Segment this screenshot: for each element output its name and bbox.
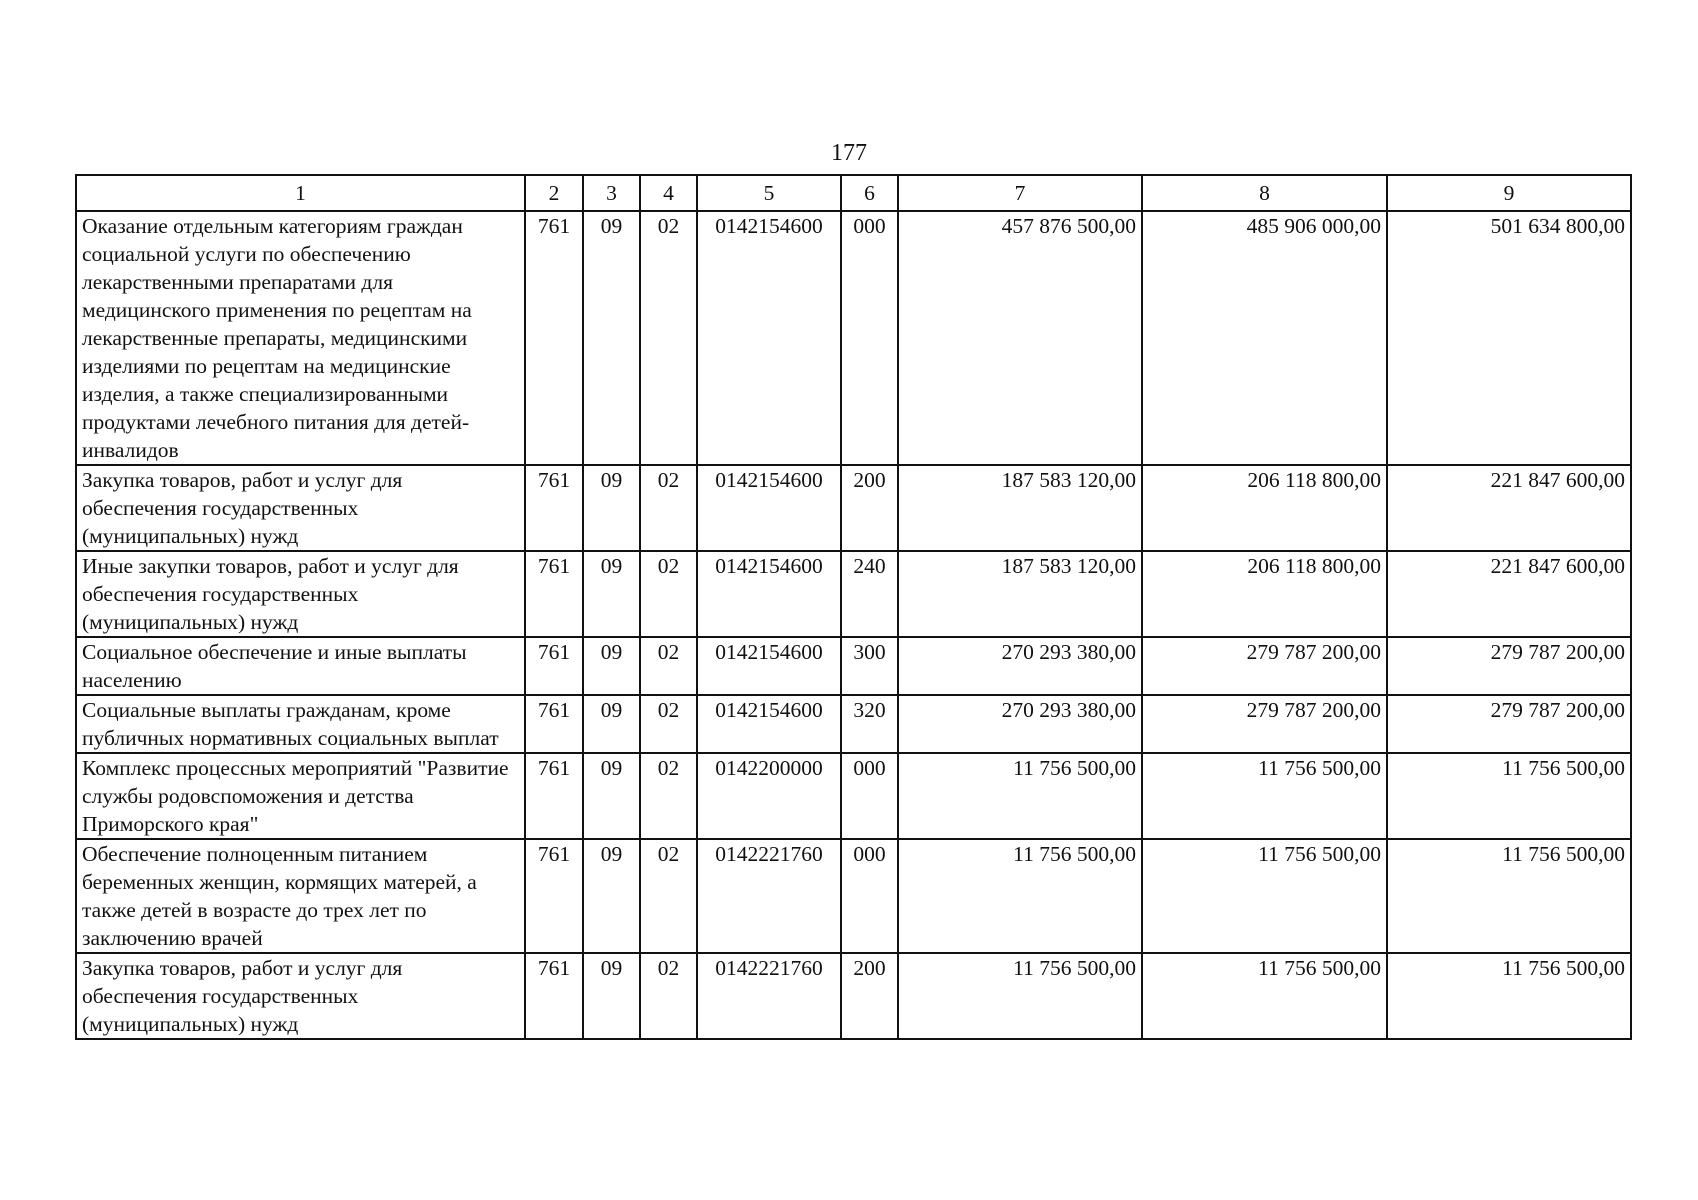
cell-col-4: 02	[640, 695, 697, 753]
cell-col-6: 320	[841, 695, 898, 753]
cell-amount-8: 279 787 200,00	[1142, 637, 1387, 695]
row-name: Обеспечение полноценным питанием беременных женщин, кормящих матерей, а также детей в возрасте до трех лет по заключению врачей	[76, 839, 525, 953]
cell-amount-7: 187 583 120,00	[898, 465, 1142, 551]
table-row	[76, 839, 1631, 953]
column-header-9: 9	[1387, 175, 1631, 211]
cell-col-2: 761	[525, 637, 583, 695]
cell-amount-7: 11 756 500,00	[898, 953, 1142, 1039]
cell-amount-9: 279 787 200,00	[1387, 695, 1631, 753]
cell-col-3: 09	[583, 637, 640, 695]
cell-amount-7: 457 876 500,00	[898, 211, 1142, 465]
cell-amount-7: 11 756 500,00	[898, 839, 1142, 953]
column-header-5: 5	[697, 175, 841, 211]
cell-amount-8: 11 756 500,00	[1142, 753, 1387, 839]
table-row	[76, 637, 1631, 695]
cell-amount-7: 270 293 380,00	[898, 695, 1142, 753]
cell-amount-8: 206 118 800,00	[1142, 465, 1387, 551]
cell-col-5: 0142154600	[697, 211, 841, 465]
cell-col-4: 02	[640, 839, 697, 953]
header-row	[76, 175, 1631, 211]
table-row	[76, 753, 1631, 839]
column-header-6: 6	[841, 175, 898, 211]
table-row	[76, 551, 1631, 637]
cell-col-6: 000	[841, 839, 898, 953]
cell-col-6: 200	[841, 465, 898, 551]
cell-col-2: 761	[525, 839, 583, 953]
cell-amount-8: 11 756 500,00	[1142, 953, 1387, 1039]
cell-amount-8: 11 756 500,00	[1142, 839, 1387, 953]
cell-col-6: 000	[841, 753, 898, 839]
column-header-1: 1	[76, 175, 525, 211]
column-header-7: 7	[898, 175, 1142, 211]
table-row	[76, 211, 1631, 465]
cell-col-2: 761	[525, 551, 583, 637]
cell-col-3: 09	[583, 465, 640, 551]
column-header-2: 2	[525, 175, 583, 211]
cell-col-4: 02	[640, 465, 697, 551]
cell-col-6: 000	[841, 211, 898, 465]
cell-col-5: 0142154600	[697, 465, 841, 551]
cell-amount-8: 206 118 800,00	[1142, 551, 1387, 637]
cell-amount-9: 11 756 500,00	[1387, 753, 1631, 839]
row-name: Комплекс процессных мероприятий "Развитие службы родовспоможения и детства Приморского края"	[76, 753, 525, 839]
cell-col-3: 09	[583, 753, 640, 839]
cell-amount-9: 501 634 800,00	[1387, 211, 1631, 465]
row-name: Иные закупки товаров, работ и услуг для обеспечения государственных (муниципальных) нужд	[76, 551, 525, 637]
cell-col-2: 761	[525, 753, 583, 839]
cell-amount-9: 221 847 600,00	[1387, 465, 1631, 551]
cell-col-6: 200	[841, 953, 898, 1039]
cell-col-3: 09	[583, 551, 640, 637]
cell-col-4: 02	[640, 551, 697, 637]
row-name: Оказание отдельным категориям граждан социальной услуги по обеспечению лекарственными препаратами для медицинского применения по рецептам на лекарственные препараты, медицинскими изделиями по рецептам на медицинские изделия, а также специализированными продуктами лечебного питания для детей-инвалидов	[76, 211, 525, 465]
cell-col-3: 09	[583, 953, 640, 1039]
cell-col-2: 761	[525, 695, 583, 753]
cell-col-5: 0142221760	[697, 839, 841, 953]
column-header-4: 4	[640, 175, 697, 211]
cell-amount-9: 221 847 600,00	[1387, 551, 1631, 637]
cell-col-3: 09	[583, 211, 640, 465]
cell-amount-9: 11 756 500,00	[1387, 839, 1631, 953]
cell-amount-8: 279 787 200,00	[1142, 695, 1387, 753]
cell-amount-7: 187 583 120,00	[898, 551, 1142, 637]
cell-col-5: 0142154600	[697, 551, 841, 637]
cell-col-6: 240	[841, 551, 898, 637]
table-row	[76, 953, 1631, 1039]
row-name: Закупка товаров, работ и услуг для обеспечения государственных (муниципальных) нужд	[76, 465, 525, 551]
column-header-3: 3	[583, 175, 640, 211]
cell-col-5: 0142200000	[697, 753, 841, 839]
cell-amount-7: 270 293 380,00	[898, 637, 1142, 695]
cell-col-3: 09	[583, 695, 640, 753]
cell-col-4: 02	[640, 753, 697, 839]
budget-table	[75, 174, 1632, 1040]
cell-col-2: 761	[525, 465, 583, 551]
cell-amount-9: 11 756 500,00	[1387, 953, 1631, 1039]
row-name: Социальное обеспечение и иные выплаты населению	[76, 637, 525, 695]
cell-amount-9: 279 787 200,00	[1387, 637, 1631, 695]
cell-col-3: 09	[583, 839, 640, 953]
cell-col-5: 0142154600	[697, 695, 841, 753]
cell-col-4: 02	[640, 211, 697, 465]
column-header-8: 8	[1142, 175, 1387, 211]
cell-amount-8: 485 906 000,00	[1142, 211, 1387, 465]
table-row	[76, 695, 1631, 753]
cell-col-4: 02	[640, 953, 697, 1039]
cell-col-5: 0142154600	[697, 637, 841, 695]
cell-amount-7: 11 756 500,00	[898, 753, 1142, 839]
cell-col-2: 761	[525, 211, 583, 465]
table-row	[76, 465, 1631, 551]
cell-col-6: 300	[841, 637, 898, 695]
row-name: Закупка товаров, работ и услуг для обеспечения государственных (муниципальных) нужд	[76, 953, 525, 1039]
row-name: Социальные выплаты гражданам, кроме публичных нормативных социальных выплат	[76, 695, 525, 753]
cell-col-5: 0142221760	[697, 953, 841, 1039]
cell-col-2: 761	[525, 953, 583, 1039]
cell-col-4: 02	[640, 637, 697, 695]
page-number: 177	[831, 140, 867, 166]
